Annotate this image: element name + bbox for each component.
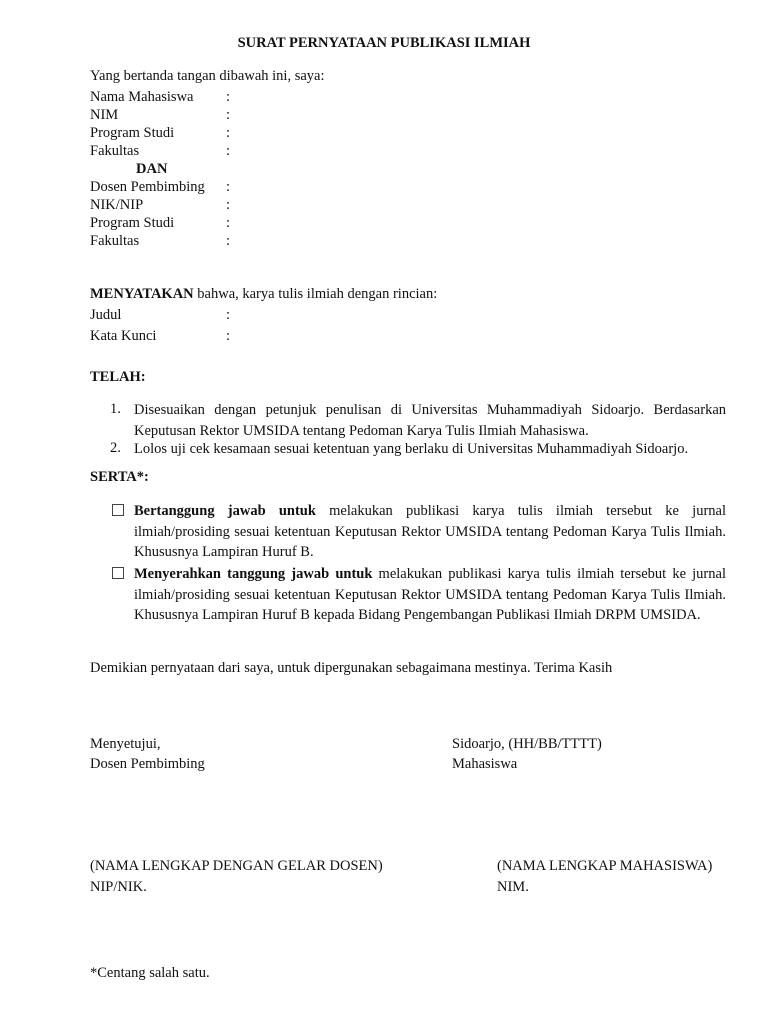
field-colon: : (226, 125, 231, 141)
field-label-nim: NIM (90, 107, 119, 123)
intro-text: Yang bertanda tangan dibawah ini, saya: (90, 68, 325, 84)
student-id-label: NIM. (497, 879, 529, 895)
student-name-placeholder: (NAMA LENGKAP MAHASISWA) (497, 858, 713, 874)
field-colon: : (226, 328, 231, 344)
field-label-nik-nip: NIK/NIP (90, 197, 144, 213)
field-colon: : (226, 233, 231, 249)
field-label-program-studi-dosen: Program Studi (90, 215, 175, 231)
telah-item-2: Lolos uji cek kesamaan sesuai ketentuan yang berlaku di Universitas Muhammadiyah Sidoarjo. (134, 441, 689, 457)
footnote: *Centang salah satu. (90, 965, 210, 981)
list-number: 1. (110, 401, 121, 417)
declaration-keyword: MENYATAKAN (90, 286, 194, 302)
field-colon: : (226, 107, 231, 123)
approval-label: Menyetujui, (90, 736, 161, 752)
telah-heading: TELAH: (90, 369, 146, 385)
field-label-dosen-pembimbing: Dosen Pembimbing (90, 179, 205, 195)
field-label-fakultas-dosen: Fakultas (90, 233, 140, 249)
checkbox-menyerahkan[interactable] (112, 567, 124, 579)
document-title: SURAT PERNYATAAN PUBLIKASI ILMIAH (237, 35, 531, 51)
list-number: 2. (110, 440, 121, 456)
field-label-fakultas: Fakultas (90, 143, 140, 159)
field-label-kata-kunci: Kata Kunci (90, 328, 157, 344)
and-label: DAN (136, 161, 168, 177)
field-colon: : (226, 179, 231, 195)
field-colon: : (226, 197, 231, 213)
serta-item-1 (134, 501, 726, 563)
serta-item-2-text: melakukan publikasi karya tulis ilmiah tersebut ke jurnal ilmiah/prosiding sesuai ketentuan Keputusan Rektor UMSIDA tentang Pedoman Karya Tulis Ilmiah. Khususnya Lampiran Huruf B kepada Bidang Pengembangan Publikasi Ilmiah DRPM UMSIDA. (134, 566, 726, 623)
declaration-line (90, 285, 437, 303)
closing-statement: Demikian pernyataan dari saya, untuk dipergunakan sebagaimana mestinya. Terima Kasih (90, 660, 613, 676)
telah-item-1: Disesuaikan dengan petunjuk penulisan di Universitas Muhammadiyah Sidoarjo. Berdasarkan Keputusan Rektor UMSIDA tentang Pedoman Karya Tulis Ilmiah Mahasiswa. (134, 402, 726, 439)
place-date-label: Sidoarjo, (HH/BB/TTTT) (452, 736, 602, 752)
serta-item-1-keyword: Bertanggung jawab untuk (134, 503, 316, 519)
student-role-label: Mahasiswa (452, 756, 518, 772)
lecturer-name-placeholder: (NAMA LENGKAP DENGAN GELAR DOSEN) (90, 858, 383, 874)
serta-item-2-keyword: Menyerahkan tanggung jawab untuk (134, 566, 373, 582)
field-colon: : (226, 215, 231, 231)
field-label-program-studi: Program Studi (90, 125, 175, 141)
field-colon: : (226, 143, 231, 159)
field-label-nama-mahasiswa: Nama Mahasiswa (90, 89, 194, 105)
serta-heading: SERTA*: (90, 469, 149, 485)
field-colon: : (226, 307, 231, 323)
field-label-judul: Judul (90, 307, 122, 323)
declaration-text: bahwa, karya tulis ilmiah dengan rincian: (193, 286, 438, 302)
checkbox-bertanggung-jawab[interactable] (112, 504, 124, 516)
lecturer-id-label: NIP/NIK. (90, 879, 147, 895)
serta-item-2 (134, 564, 726, 626)
lecturer-role-label: Dosen Pembimbing (90, 756, 205, 772)
serta-item-1-text: melakukan publikasi karya tulis ilmiah tersebut ke jurnal ilmiah/prosiding sesuai ketentuan Keputusan Rektor UMSIDA tentang Pedoman Karya Tulis Ilmiah. Khususnya Lampiran Huruf B. (134, 503, 727, 560)
field-colon: : (226, 89, 231, 105)
